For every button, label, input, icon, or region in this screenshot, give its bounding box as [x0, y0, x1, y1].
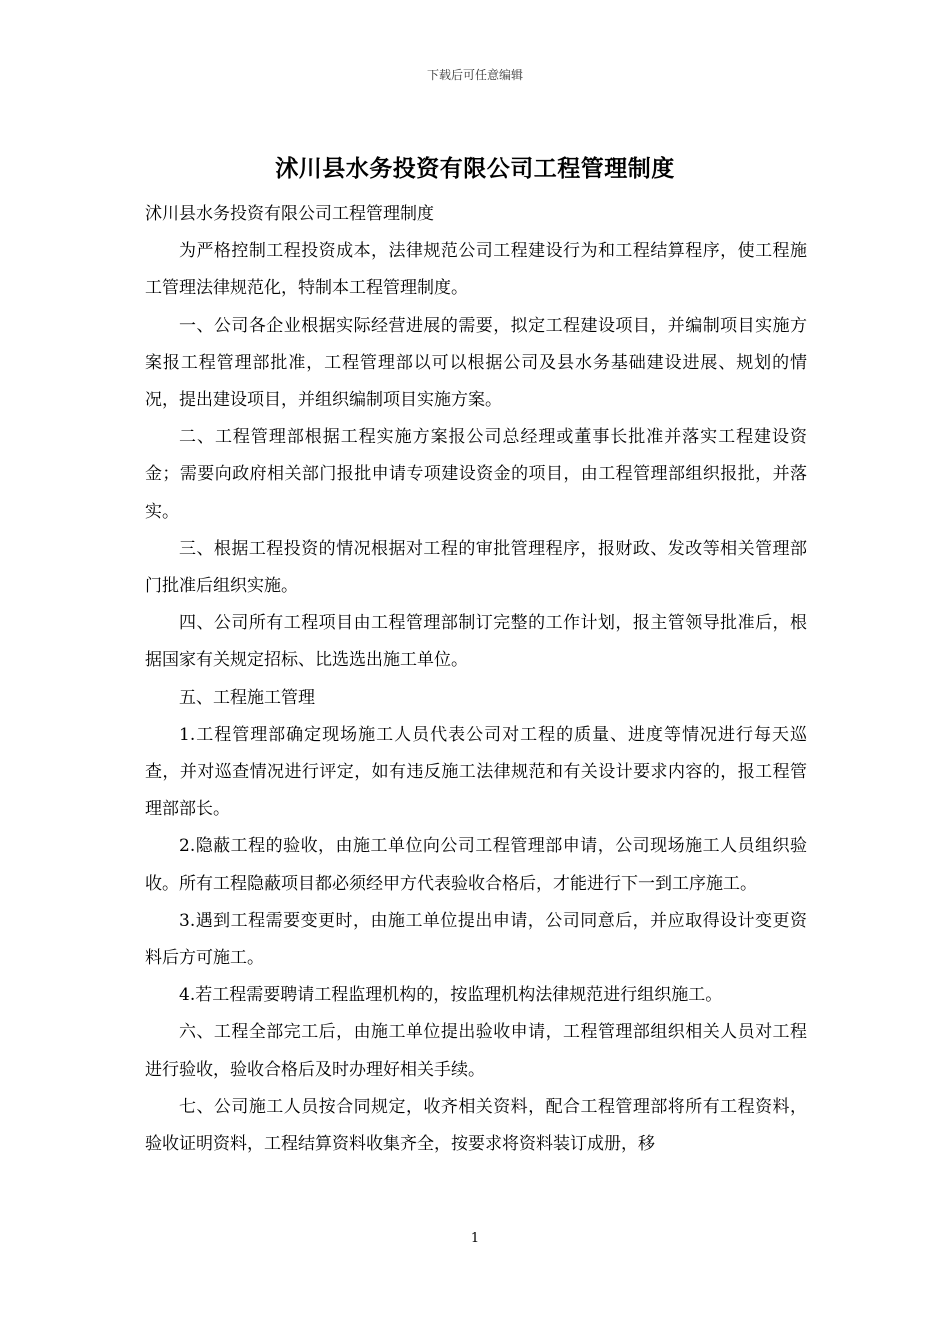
- paragraph-intro: 为严格控制工程投资成本，法律规范公司工程建设行为和工程结算程序，使工程施工管理法律规范化，特制本工程管理制度。: [145, 241, 807, 299]
- header-note: 下载后可任意编辑: [426, 68, 523, 82]
- subtitle-line: 沭川县水务投资有限公司工程管理制度: [145, 204, 434, 224]
- paragraph-item-7: 七、公司施工人员按合同规定，收齐相关资料，配合工程管理部将所有工程资料，验收证明资料，工程结算资料收集齐全，按要求将资料装订成册，移: [145, 1096, 807, 1155]
- paragraph-item-4: 四、公司所有工程项目由工程管理部制订完整的工作计划，报主管领导批准后，根据国家有关规定招标、比选选出施工单位。: [145, 613, 807, 671]
- paragraph-item-3: 三、根据工程投资的情况根据对工程的审批管理程序，报财政、发改等相关管理部门批准后组织实施。: [145, 538, 807, 597]
- paragraph-subitem-2: 2.隐蔽工程的验收，由施工单位向公司工程管理部申请，公司现场施工人员组织验收。所有工程隐蔽项目都必须经甲方代表验收合格后，才能进行下一到工序施工。: [145, 836, 807, 894]
- page-number: 1: [470, 1231, 480, 1246]
- document-title: 沭川县水务投资有限公司工程管理制度: [275, 156, 675, 182]
- paragraph-subitem-4: 4.若工程需要聘请工程监理机构的，按监理机构法律规范进行组织施工。: [179, 985, 723, 1006]
- paragraph-item-6: 六、工程全部完工后，由施工单位提出验收申请，工程管理部组织相关人员对工程进行验收，验收合格后及时办理好相关手续。: [145, 1022, 807, 1080]
- document-body: [145, 196, 807, 1163]
- paragraph-subitem-3: 3.遇到工程需要变更时，由施工单位提出申请，公司同意后，并应取得设计变更资料后方可施工。: [145, 910, 807, 969]
- paragraph-item-5-heading: 五、工程施工管理: [179, 687, 315, 708]
- paragraph-item-2: 二、工程管理部根据工程实施方案报公司总经理或董事长批准并落实工程建设资金；需要向政府相关部门报批申请专项建设资金的项目，由工程管理部组织报批，并落实。: [145, 427, 807, 522]
- paragraph-subitem-1: 1.工程管理部确定现场施工人员代表公司对工程的质量、进度等情况进行每天巡查，并对巡查情况进行评定，如有违反施工法律规范和有关设计要求内容的，报工程管理部部长。: [145, 724, 807, 820]
- paragraph-item-1: 一、公司各企业根据实际经营进展的需要，拟定工程建设项目，并编制项目实施方案报工程管理部批准，工程管理部以可以根据公司及县水务基础建设进展、规划的情况，提出建设项目，并组织编制项目实施方案。: [145, 315, 807, 411]
